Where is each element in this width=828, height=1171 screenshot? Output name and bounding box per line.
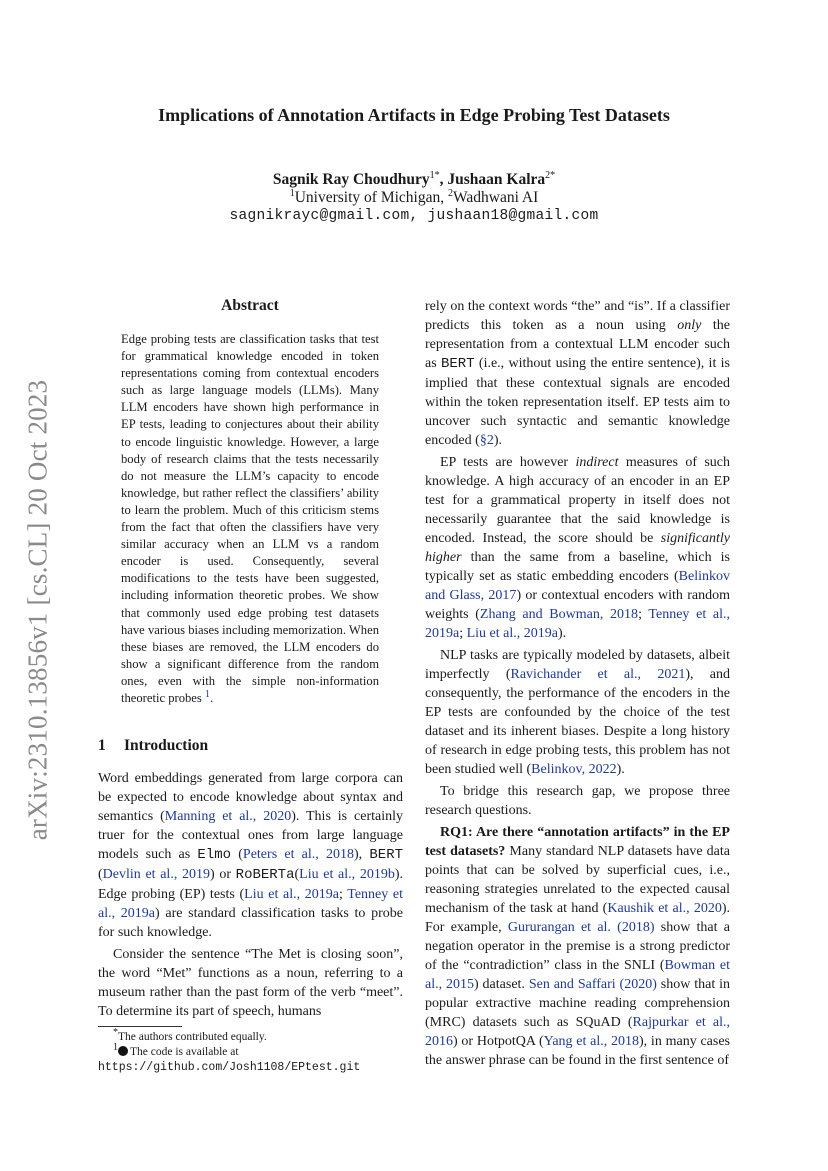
citation-link[interactable]: Kaushik et al., 2020 xyxy=(607,901,722,916)
paragraph xyxy=(425,823,730,1070)
citation-link[interactable]: Devlin et al., 2019 xyxy=(102,867,210,882)
text-run: ). xyxy=(616,762,625,777)
paragraph xyxy=(425,453,730,643)
author-line xyxy=(0,171,828,189)
text-run: ). xyxy=(493,433,502,448)
research-question: RQ1: Are there “annotation artifacts” in the EP test datasets? xyxy=(425,825,730,859)
affiliation-line xyxy=(0,189,828,207)
citation-link[interactable]: Liu et al., 2019a xyxy=(244,887,339,902)
citation-link[interactable]: Tenney et al., 2019a xyxy=(425,607,731,641)
footnote-link[interactable]: 1 xyxy=(204,688,210,700)
emphasis: indirect xyxy=(575,455,619,470)
section-ref-link[interactable]: §2 xyxy=(479,433,494,448)
text-run: ; xyxy=(338,887,348,902)
citation-link[interactable]: Liu et al., 2019a xyxy=(466,626,558,641)
text-run: than the same from a baseline, which is typically set as static embedding encoders ( xyxy=(425,550,730,584)
citation-link[interactable]: Yang et al., 2018 xyxy=(543,1034,640,1049)
section-heading xyxy=(98,737,208,755)
section-title: Introduction xyxy=(124,737,209,754)
text-run: ) or contextual encoders with random weights ( xyxy=(425,588,730,622)
citation-link[interactable]: Belinkov and Glass, 2017 xyxy=(425,569,730,603)
text-run: ( xyxy=(294,867,300,882)
emphasis: significantly higher xyxy=(425,531,730,565)
text-run: ) or xyxy=(210,867,236,882)
text-run: ). xyxy=(557,626,567,641)
paper-title: Implications of Annotation Artifacts in Edge Probing Test Datasets xyxy=(158,105,670,125)
footnote-text: The code is available at xyxy=(130,1046,239,1058)
author-name: Sagnik Ray Choudhury xyxy=(272,171,430,188)
citation-link[interactable]: Liu et al., 2019b xyxy=(299,867,395,882)
model-name: Elmo xyxy=(197,847,232,863)
text-run: Word embeddings generated from large corpora can be expected to encode knowledge about syntax and semantics ( xyxy=(98,771,403,824)
code-url-link[interactable]: https://github.com/Josh1108/EPtest.git xyxy=(98,1061,361,1074)
footnote xyxy=(98,1042,408,1075)
abstract-body xyxy=(121,331,379,707)
text-run: NLP tasks are typically modeled by datasets, albeit imperfectly ( xyxy=(425,648,730,682)
citation-link[interactable]: Gururangan et al. (2018) xyxy=(507,920,655,935)
text-run: ), and consequently, the performance of the encoders in the EP tests are confounded by the choice of the test dataset and its inherent biases. Despite a long history of research in edge probing tests, this problem has not been studied well ( xyxy=(425,667,730,777)
abstract-end: . xyxy=(209,690,214,705)
arxiv-stamp-text: arXiv:2310.13856v1 [cs.CL] 20 Oct 2023 xyxy=(22,379,53,841)
citation-link[interactable]: Manning et al., 2020 xyxy=(164,809,292,824)
text-run: Many standard NLP datasets have data points that can be solved by superficial cues, i.e., reasoning strategies unrelated to the expected causal mechanism of the task at hand ( xyxy=(425,844,730,916)
author-emails: sagnikrayc@gmail.com, jushaan18@gmail.com xyxy=(229,208,599,224)
right-column xyxy=(425,297,730,1070)
text-run: measures of such knowledge. A high accuracy of an encoder in an EP test for a grammatical property in itself does not necessarily guarantee that the said knowledge is encoded. Instead, the score should be xyxy=(425,455,731,546)
text-run: ; xyxy=(638,607,649,622)
model-name: BERT xyxy=(440,356,475,372)
text-run: ). This is certainly truer for the contextual ones from large language models such as xyxy=(98,809,403,862)
footnotes xyxy=(98,1027,408,1075)
citation-link[interactable]: Belinkov, 2022 xyxy=(531,762,617,777)
citation-link[interactable]: Peters et al., 2018 xyxy=(242,847,354,862)
author-name: Jushaan Kalra xyxy=(447,171,546,188)
affil-mark: 2 xyxy=(447,187,453,199)
text-run: ), in many cases the answer phrase can be found in the first sentence of xyxy=(425,1034,730,1068)
abstract-heading: Abstract xyxy=(221,297,279,314)
text-run: ) or HotpotQA ( xyxy=(453,1034,544,1049)
footnote-rule xyxy=(98,1026,182,1027)
model-name: BERT xyxy=(369,847,403,863)
text-run: rely on the context words “the” and “is”. If a classifier predicts this token as a noun using xyxy=(425,299,730,333)
paragraph xyxy=(425,297,730,450)
paragraph xyxy=(98,769,403,942)
author-affil-mark: 2* xyxy=(545,169,556,181)
citation-link[interactable]: Zhang and Bowman, 2018 xyxy=(479,607,639,622)
text-run: EP tests are however xyxy=(440,455,576,470)
citation-link[interactable]: Sen and Saffari (2020) xyxy=(528,977,657,992)
text-run: show that a negation operator in the premise is a strong predictor of the “contradiction” class in the SNLI ( xyxy=(425,920,730,973)
text-run: ) dataset. xyxy=(474,977,529,992)
affiliation: Wadhwani AI xyxy=(452,189,539,206)
text-run: ) are standard classification tasks to probe for such knowledge. xyxy=(98,906,403,940)
text-run: (i.e., without using the entire sentence), it is implied that these contextual signals are encoded within the token representation itself. EP tests aim to uncover such syntactic and semantic knowledge encoded ( xyxy=(425,356,730,448)
footnote-mark: * xyxy=(113,1027,118,1039)
paragraph: To bridge this research gap, we propose three research questions. xyxy=(425,784,730,818)
citation-link[interactable]: Rajpurkar et al., 2016 xyxy=(425,1015,731,1049)
text-run: ( xyxy=(231,847,243,862)
text-run: show that in popular extractive machine reading comprehension (MRC) datasets such as SQuAD ( xyxy=(425,977,731,1030)
github-icon xyxy=(118,1046,128,1056)
author-affil-mark: 1* xyxy=(429,169,440,181)
footnote xyxy=(98,1027,408,1045)
model-name: RoBERTa xyxy=(235,867,295,883)
section-number: 1 xyxy=(98,737,106,754)
footnote-text: The authors contributed equally. xyxy=(118,1031,267,1043)
arxiv-stamp xyxy=(18,370,58,850)
text-run: ), xyxy=(354,847,370,862)
text-run: ; xyxy=(459,626,467,641)
paragraph: Consider the sentence “The Met is closing soon”, the word “Met” functions as a noun, referring to a museum rather than the past form of the verb “meet”. To determine its part of speech, humans xyxy=(98,947,403,1019)
abstract-text: Edge probing tests are classification tasks that test for grammatical knowledge encoded in token representations coming from contextual encoders such as large language models (LLMs). Many LLM encoders have shown high performance in EP tests, leading to conjectures about their ability to encode linguistic knowledge. However, a large body of research claims that the tests necessarily do not measure the LLM’s capacity to encode knowledge, but rather reflect the classifiers’ ability to learn the problem. Much of this criticism stems from the fact that often the classifiers have very similar accuracy when an LLM vs a random encoder is used. Consequently, several modifications to the tests have been suggested, including information theoretic probes. We show that commonly used edge probing test datasets have various biases including memorization. When these biases are removed, the LLM encoders do show a significant difference from the random ones, even with the simple non-information theoretic probes xyxy=(121,332,379,705)
text-run: ). Edge probing (EP) tests ( xyxy=(98,867,403,902)
affiliation: University of Michigan, xyxy=(294,189,448,206)
footnote-mark: 1 xyxy=(113,1042,118,1054)
paragraph xyxy=(425,646,730,779)
text-run: ( xyxy=(98,867,103,882)
citation-link[interactable]: Tenney et al., 2019a xyxy=(98,887,404,921)
left-column xyxy=(98,769,403,1021)
citation-link[interactable]: Bowman et al., 2015 xyxy=(425,958,730,992)
author-separator: , xyxy=(439,171,448,188)
text-run: ). For example, xyxy=(425,901,730,935)
citation-link[interactable]: Ravichander et al., 2021 xyxy=(510,667,686,682)
text-run: the representation from a contextual LLM encoder such as xyxy=(425,318,730,371)
affil-mark: 1 xyxy=(289,187,295,199)
emphasis: only xyxy=(677,318,702,333)
